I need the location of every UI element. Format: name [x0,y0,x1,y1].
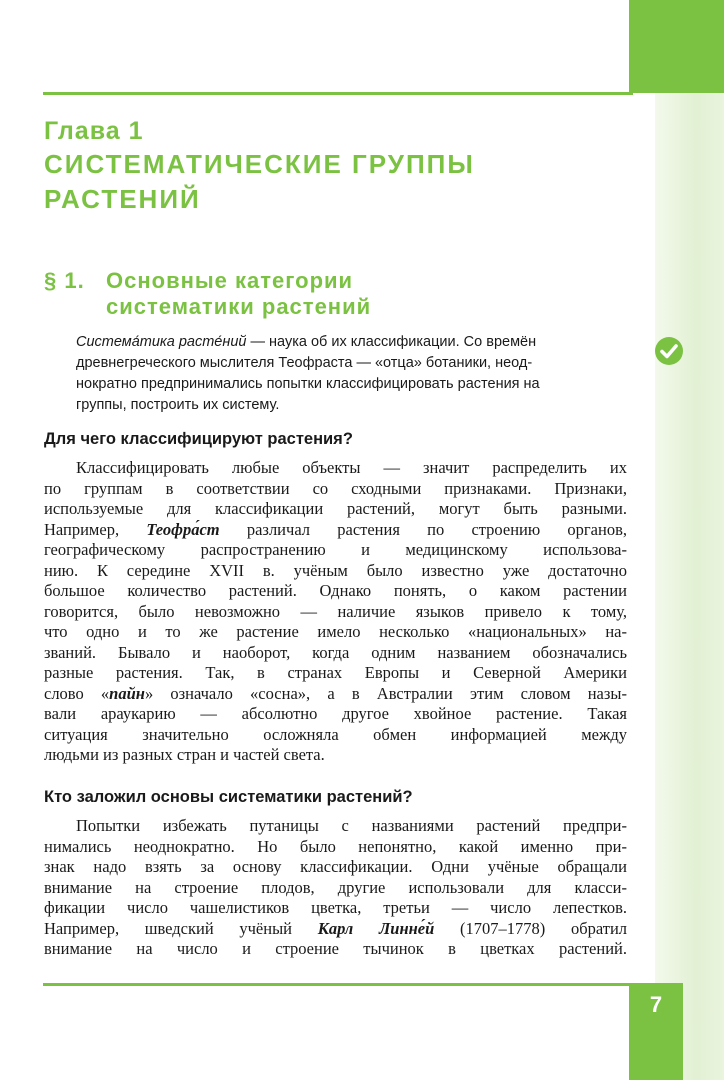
intro-line: древнегреческого мыслителя Теофраста — «отца» ботаники, неод- [76,355,533,371]
section-title [44,268,624,320]
body-paragraph-1 [44,458,627,766]
paragraph-line: Классифицировать любые объекты — значит распределить их [76,458,627,477]
paragraph-line: разные растения. Так, в странах Европы и Северной Америки [44,663,627,682]
paragraph-line: фикации число чашелистиков цветка, третьи — число лепестков. [44,898,627,917]
question-heading-2: Кто заложил основы систематики растений? [44,788,413,806]
page-number: 7 [649,992,663,1017]
paragraph-line: говорится, было невозможно — наличие языков привело к тому, [44,601,627,621]
top-rule [43,92,633,95]
chapter-header [44,116,624,216]
paragraph-line: большое количество растений. Однако понять, о каком растении [44,581,627,600]
bottom-rule [43,983,633,986]
section-number: § 1. [44,268,85,293]
line-part: » означало «сосна», а в Австралии этим словом назы- [144,683,627,703]
corner-tab [629,0,724,93]
paragraph-line: знак надо взять за основу классификации. Одни учёные обращали [44,857,627,876]
paragraph-line: нию. К середине XVII в. учёным было известно уже достаточно [44,560,627,580]
paragraph-line [44,684,627,705]
term-pine: пайн [109,683,145,703]
chapter-title-line2: РАСТЕНИЙ [44,184,201,214]
paragraph-line: внимание на строение плодов, другие использовали для класси- [44,877,627,897]
question-heading-1: Для чего классифицируют растения? [44,430,353,448]
paragraph-line [44,919,627,940]
paragraph-line: используемые для классификации растений, могут быть разными. [44,499,627,518]
intro-term: Система́тика расте́ний [76,334,247,350]
chapter-label: Глава 1 [44,117,144,145]
paragraph-line: Попытки избежать путаницы с названиями растений предпри- [76,816,627,835]
section-title-line2: систематики растений [106,294,372,319]
intro-paragraph [76,332,626,416]
line-part: Например, [44,519,120,539]
line-part: Например, шведский учёный [44,918,293,938]
paragraph-line: по группам в соответствии со сходными признаками. Признаки, [44,478,627,498]
paragraph-line: вали араукарию — абсолютно другое хвойное растение. Такая [44,704,627,723]
body-paragraph-2 [44,816,627,960]
line-part: различал растения по строению органов, [246,519,627,539]
paragraph-line: географическому распространению и медицинскому использова- [44,540,627,559]
person-name-linnaeus: Карл Линне́й [317,918,435,938]
paragraph-line: что одно и то же растение имело несколько «национальных» на- [44,622,627,641]
paragraph-line: людьми из разных стран и частей света. [44,745,325,764]
intro-line: группы, построить их систему. [76,397,280,413]
intro-line: нократно предпринимались попытки классифицировать растения на [76,376,540,392]
person-name-theophrastus: Теофра́ст [146,519,220,539]
paragraph-line: внимание на число и строение тычинок в цветках растений. [44,939,627,958]
paragraph-line: ситуация значительно осложняла обмен информацией между [44,724,627,744]
intro-line: — наука об их классификации. Со времён [246,334,537,350]
line-part: (1707–1778) обратил [460,918,627,938]
paragraph-line [44,520,627,541]
margin-band [655,0,724,1080]
paragraph-line: званий. Бывало и наоборот, когда одним названием обозначались [44,642,627,662]
chapter-title-line1: СИСТЕМАТИЧЕСКИЕ ГРУППЫ [44,149,475,179]
line-part: слово « [44,683,110,703]
paragraph-line: нимались неоднократно. Но было непонятно, какой именно при- [44,836,627,856]
section-title-line1: Основные категории [106,268,354,293]
check-circle-icon [654,336,684,366]
